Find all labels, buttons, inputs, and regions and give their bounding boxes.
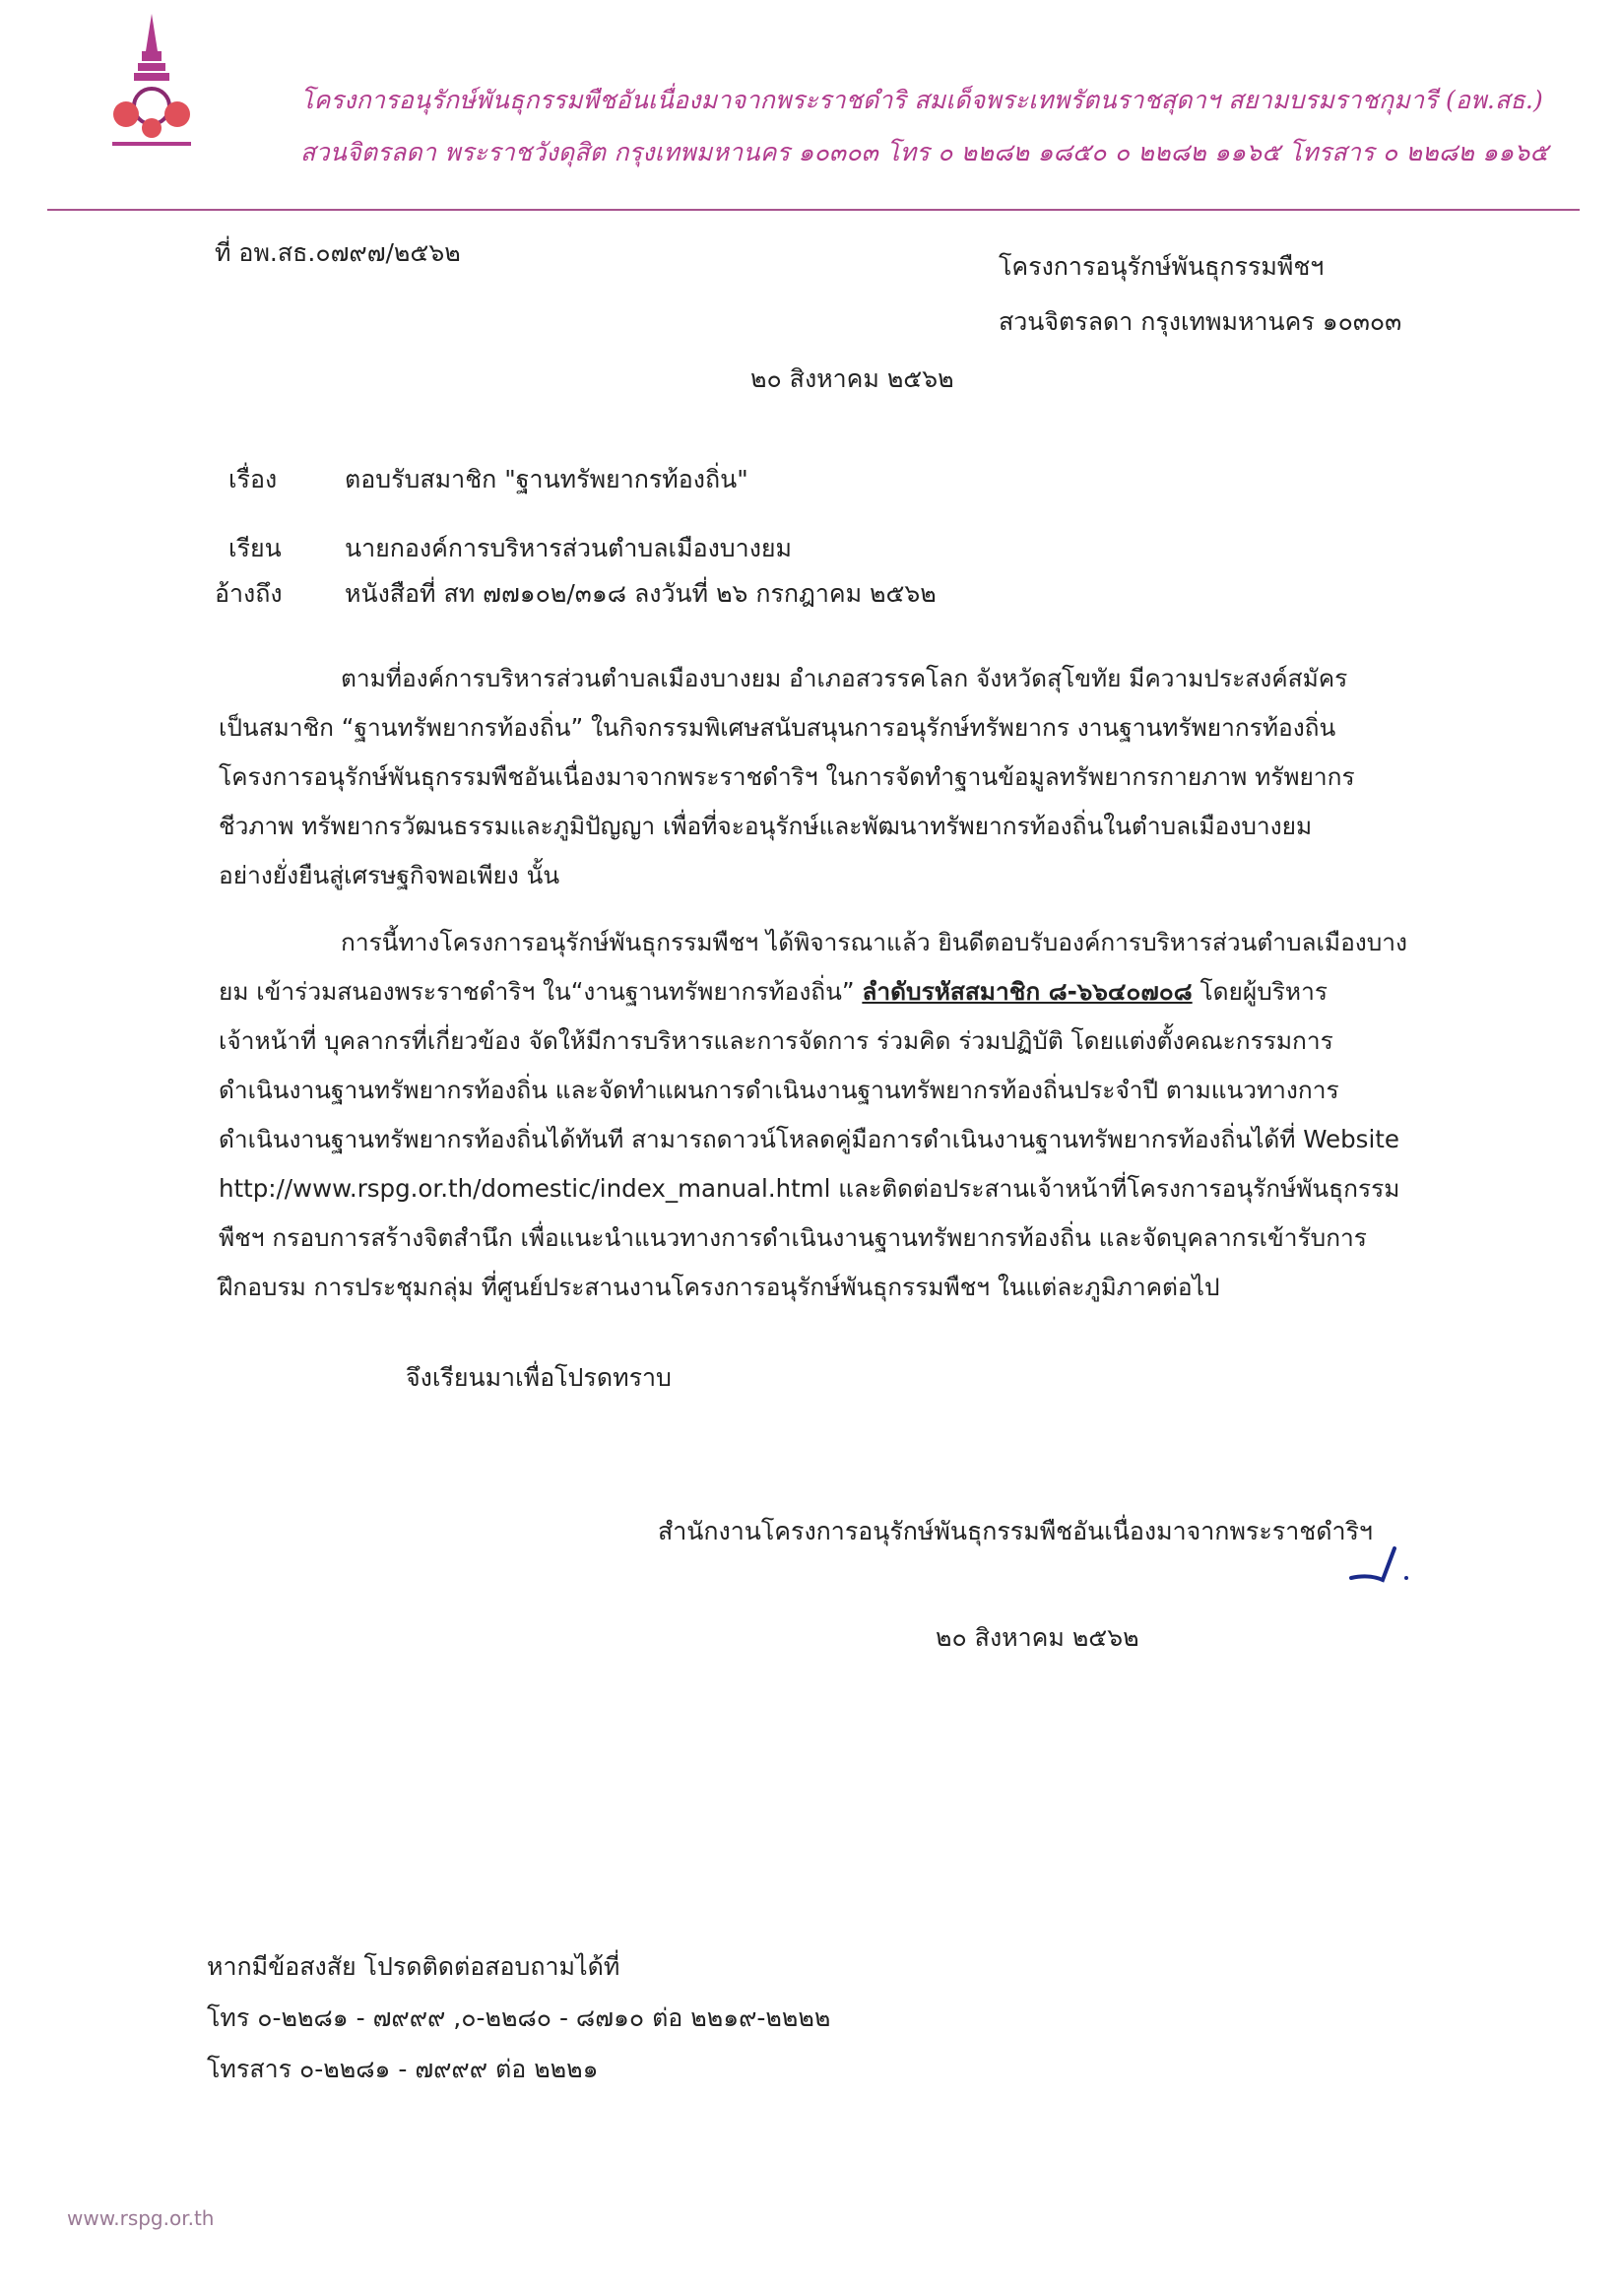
contact-title: หากมีข้อสงสัย โปรดติดต่อสอบถามได้ที่ <box>207 1952 620 1981</box>
subject-label: เรื่อง <box>228 465 278 493</box>
contact-phone: โทร ๐-๒๒๘๑ - ๗๙๙๙ ,๐-๒๒๘๐ - ๘๗๑๐ ต่อ ๒๒๑๙-๒๒๒๒ <box>207 2003 831 2032</box>
para1-line: ตามที่องค์การบริหารส่วนตำบลเมืองบางยม อำเภอสวรรคโลก จังหวัดสุโขทัย มีความประสงค์สมัคร <box>341 664 1348 692</box>
to-label: เรียน <box>228 534 282 562</box>
closing-text: จึงเรียนมาเพื่อโปรดทราบ <box>406 1363 672 1392</box>
subject-text: ตอบรับสมาชิก "ฐานทรัพยากรท้องถิ่น" <box>345 465 748 493</box>
reference-text: หนังสือที่ สท ๗๗๑๐๒/๓๑๘ ลงวันที่ ๒๖ กรกฎาคม ๒๕๖๒ <box>345 579 937 608</box>
contact-fax: โทรสาร ๐-๒๒๘๑ - ๗๙๙๙ ต่อ ๒๒๒๑ <box>207 2055 599 2083</box>
para2-line: http://www.rspg.or.th/domestic/index_manual.html และติดต่อประสานเจ้าหน้าที่โครงการอนุรักษ์พันธุกรรม <box>219 1174 1400 1203</box>
royal-crest-logo-icon <box>106 12 197 160</box>
letterhead-divider <box>47 209 1580 211</box>
reference-number: ที่ อพ.สธ.๐๗๙๗/๒๕๖๒ <box>215 238 461 267</box>
member-code: ลำดับรหัสสมาชิก ๘-๖๖๔๐๗๐๘ <box>862 977 1193 1006</box>
letter-date: ๒๐ สิงหาคม ๒๕๖๒ <box>750 364 954 393</box>
to-text: นายกองค์การบริหารส่วนตำบลเมืองบางยม <box>345 534 793 562</box>
para2-line: พืชฯ กรอบการสร้างจิตสำนึก เพื่อแนะนำแนวทางการดำเนินงานฐานทรัพยากรท้องถิ่น และจัดบุคลากรเข้ารับการ <box>219 1223 1367 1252</box>
signature-date: ๒๐ สิงหาคม ๒๕๖๒ <box>936 1623 1139 1652</box>
para2-line: ดำเนินงานฐานทรัพยากรท้องถิ่นได้ทันที สามารถดาวน์โหลดคู่มือการดำเนินงานฐานทรัพยากรท้องถิ่นได้ที่ Website <box>219 1125 1399 1153</box>
signature <box>1349 1544 1418 1584</box>
para2-line: การนี้ทางโครงการอนุรักษ์พันธุกรรมพืชฯ ได้พิจารณาแล้ว ยินดีตอบรับองค์การบริหารส่วนตำบลเมืองบาง <box>341 928 1408 956</box>
para1-line: โครงการอนุรักษ์พันธุกรรมพืชอันเนื่องมาจากพระราชดำริฯ ในการจัดทำฐานข้อมูลทรัพยากรกายภาพ ทรัพยากร <box>219 762 1355 791</box>
para2-text: โดยผู้บริหาร <box>1192 977 1329 1006</box>
letterhead-line2: สวนจิตรลดา พระราชวังดุสิต กรุงเทพมหานคร ๑๐๓๐๓ โทร ๐ ๒๒๘๒ ๑๘๕๐ ๐ ๒๒๘๒ ๑๑๖๕ โทรสาร ๐ ๒๒๘๒ ๑๑๖๕ <box>300 138 1549 166</box>
reference-label: อ้างถึง <box>215 579 283 608</box>
para2-text: ยม เข้าร่วมสนองพระราชดำริฯ ใน“งานฐานทรัพยากรท้องถิ่น” <box>219 977 863 1006</box>
office-name: สำนักงานโครงการอนุรักษ์พันธุกรรมพืชอันเนื่องมาจากพระราชดำริฯ <box>658 1517 1373 1545</box>
para2-line: ดำเนินงานฐานทรัพยากรท้องถิ่น และจัดทำแผนการดำเนินงานฐานทรัพยากรท้องถิ่นประจำปี ตามแนวทางการ <box>219 1076 1339 1104</box>
letterhead-line1: โครงการอนุรักษ์พันธุกรรมพืชอันเนื่องมาจากพระราชดำริ สมเด็จพระเทพรัตนราชสุดาฯ สยามบรมราชกุมารี (อพ.สธ.) <box>300 86 1543 114</box>
para1-line: เป็นสมาชิก “ฐานทรัพยากรท้องถิ่น” ในกิจกรรมพิเศษสนับสนุนการอนุรักษ์ทรัพยากร งานฐานทรัพยากรท้องถิ่น <box>219 713 1336 742</box>
para1-line: ชีวภาพ ทรัพยากรวัฒนธรรมและภูมิปัญญา เพื่อที่จะอนุรักษ์และพัฒนาทรัพยากรท้องถิ่นในตำบลเมืองบางยม <box>219 812 1313 840</box>
para2-line: ฝึกอบรม การประชุมกลุ่ม ที่ศูนย์ประสานงานโครงการอนุรักษ์พันธุกรรมพืชฯ ในแต่ละภูมิภาคต่อไป <box>219 1273 1220 1301</box>
para1-line: อย่างยั่งยืนสู่เศรษฐกิจพอเพียง นั้น <box>219 861 560 889</box>
para2-line <box>219 975 1328 1009</box>
sender-name: โครงการอนุรักษ์พันธุกรรมพืชฯ <box>999 252 1325 281</box>
para2-line: เจ้าหน้าที่ บุคลากรที่เกี่ยวข้อง จัดให้มีการบริหารและการจัดการ ร่วมคิด ร่วมปฏิบัติ โดยแต่งตั้งคณะกรรมการ <box>219 1026 1333 1055</box>
footer-website: www.rspg.or.th <box>67 2206 215 2230</box>
sender-address: สวนจิตรลดา กรุงเทพมหานคร ๑๐๓๐๓ <box>999 307 1402 336</box>
